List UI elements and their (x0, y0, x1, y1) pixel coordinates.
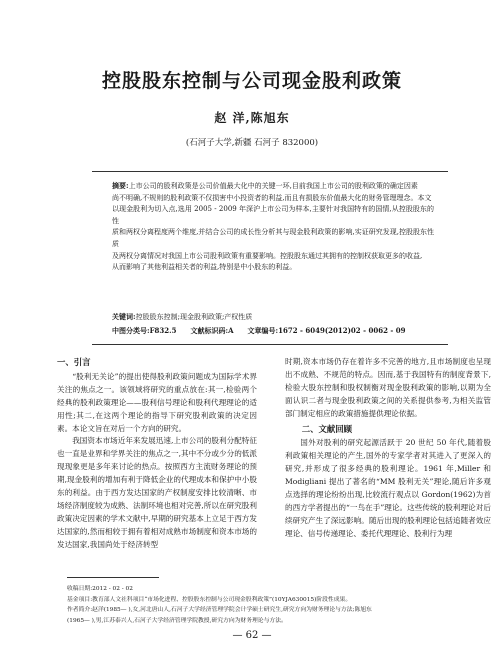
body-paragraph: 国外对股利的研究起源活跃于 20 世纪 50 年代,随着股利政策相关理论的产生,国外的专家学者对其进入了更深入的研究,并形成了很多经典的股利理论。1961 年,Miller 和 Modigliani 提出了著名的“MM 股利无关”理论,随后许多观点选择的理论纷纷出现,比较流行观点以 Gordon(1962)为首的西方学者提出的“一鸟在手”理论。这些传统的股利理论对后续研究产生了深远影响。随后出现的股利理论包括追随者效应理论、信号传递理论、委托代理理论、股利行为理 (285, 438, 491, 538)
footnote-funding: 基金项目:教育部人文社科项目“市场化进程、控股股东控制与公司现金股利政策”(10YJA630015)阶段性成果。 (67, 596, 352, 603)
footnote-author: 作者简介:赵洋(1985— ),女,河北唐山人,石河子大学经济管理学院会计学硕士研究生,研究方向为财务理论与方法;陈旭东 (67, 607, 372, 613)
abstract-line: 质和两权分离程度两个维度,并结合公司的成长性分析其与现金股利政策的影响,实证研究发现,控股股东性质 (112, 228, 434, 248)
keywords (112, 312, 434, 322)
article-number: 文章编号:1672 - 6049(2012)02 - 0062 - 09 (247, 326, 406, 335)
abstract-line: 及两权分离情况对我国上市公司股利政策有重要影响。控股股东通过其拥有的控制权获取更多的收益, (112, 251, 423, 260)
body-paragraph: “股利无关论”的提出使得股利政策问题成为国际学术界关注的焦点之一。该领域将研究的重点放在:其一,检验两个经典的股利政策理论——股利信号理论和股利代理理论的适用性;其二,在这两个理论的指导下研究股利政策的决定因素。本论文旨在对后一个方向的研究。 (57, 371, 257, 433)
abstract-line: 以现金股利为切入点,选用 2005 - 2009 年深沪上市公司为样本,主要针对我国特有的国情,从控股股东的性 (112, 205, 434, 225)
left-column (57, 356, 257, 552)
right-column (285, 356, 491, 541)
footnote-author-cont: (1965— ),男,江苏泰兴人,石河子大学经济管理学院教授,研究方向为财务理论与方法。 (67, 617, 287, 624)
abstract-bottom-rule (92, 344, 448, 345)
section-heading: 一、引言 (57, 357, 91, 367)
abstract-label: 摘要: (112, 181, 129, 190)
abstract (112, 180, 434, 274)
classification-line (112, 326, 434, 336)
paper-title: 控股股东控制与公司现金股利政策 (101, 70, 402, 92)
abstract-line: 尚不明确,不规则的股利政策不仅损害中小投资者的利益,而且有损股东价值最大化的财务管理理念。本文 (112, 193, 432, 202)
abstract-line: 上市公司的股利政策是公司价值最大化中的关键一环,目前我国上市公司的股利政策的确定因素 (128, 182, 418, 190)
abstract-line: 从而影响了其他利益相关者的利益,特别是中小股东的利益。 (112, 263, 297, 272)
abstract-top-rule (92, 171, 448, 172)
section-heading: 二、文献回顾 (301, 423, 353, 434)
document-code: 文献标识码:A (190, 326, 234, 335)
keywords-text: 控股股东控制;现金股利政策;产权性质 (135, 313, 253, 321)
footnote-rule (67, 577, 159, 578)
authors: 赵 洋,陈旭东 (214, 111, 290, 125)
affiliation: (石河子大学,新疆 石河子 832000) (185, 138, 319, 148)
footnotes (67, 584, 475, 626)
keywords-label: 关键词: (112, 312, 136, 321)
body-paragraph: 时期,资本市场仍存在着许多不完善的地方,且市场制度也呈现出不成熟、不规范的特点。因而,基于我国特有的制度背景下,检验大股东控制和股权制衡对现金股利政策的影响,以期为全面认识二者与现金股利政策之间的关系提供参考,为相关监管部门制定相应的政策措施提供理论依据。 (285, 357, 491, 418)
body-paragraph: 我国资本市场近年来发展迅速,上市公司的股利分配特征也一直是业界和学界关注的焦点之一,其中不分或少分的低派现现象更是多年来讨论的热点。按照西方主流财务理论的预期,现金股利的增加有利于降低企业的代理成本和保护中小股东的利益。由于西方发达国家的产权制度安排比较清晰、市场经济制度较为成熟、法制环境也相对完善,所以在研究股利政策决定因素的学术文献中,早期的研究基本上立足于西方发达国家的,然而相较于拥有着相对成熟市场制度和资本市场的发达国家,我国尚处于经济转型 (57, 436, 257, 549)
page-number: — 62 — (232, 630, 272, 641)
footnote-received: 收稿日期:2012 - 02 - 02 (67, 586, 133, 592)
clc-number: 中图分类号:F832.5 (112, 326, 177, 335)
